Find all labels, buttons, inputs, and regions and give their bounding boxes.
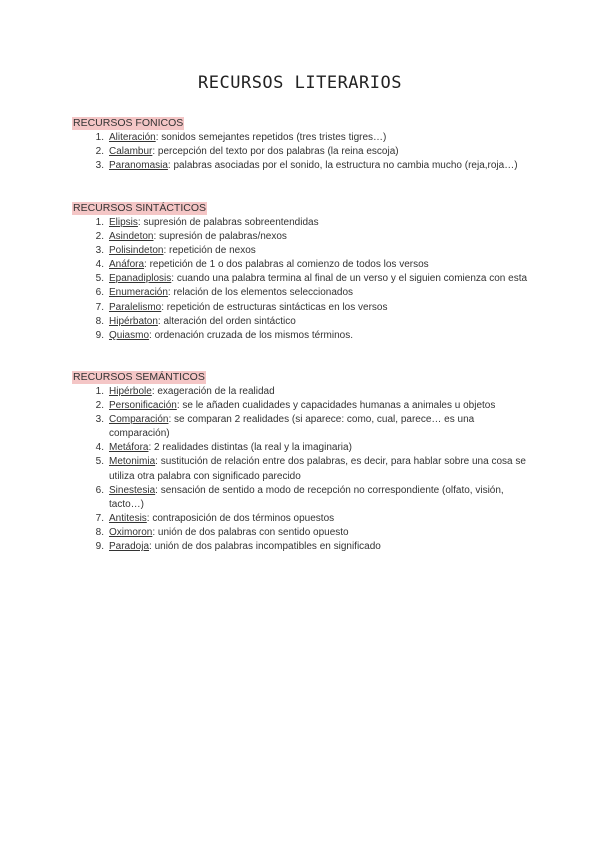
item-number: 2. bbox=[95, 231, 104, 243]
list-item bbox=[72, 399, 532, 413]
list-item bbox=[72, 315, 532, 329]
item-number: 8. bbox=[95, 315, 104, 327]
item-term: Calambur bbox=[109, 146, 153, 158]
list-item bbox=[72, 441, 532, 455]
item-number: 4. bbox=[95, 259, 104, 271]
item-term: Hipérbaton bbox=[109, 315, 158, 327]
item-term: Elipsis bbox=[109, 217, 138, 228]
item-term: Epanadiplosis bbox=[109, 273, 172, 285]
item-desc: : relación de los elementos seleccionados bbox=[167, 287, 354, 299]
item-number: 9. bbox=[95, 329, 104, 341]
item-term: Aliteración bbox=[109, 132, 156, 143]
item-number: 7. bbox=[95, 301, 104, 313]
item-desc: : se le añaden cualidades y capacidades humanas a animales u objetos bbox=[176, 400, 496, 412]
item-term: Sinestesia bbox=[109, 484, 156, 496]
list-item bbox=[72, 145, 532, 159]
list-item bbox=[72, 455, 532, 483]
item-desc: : ordenación cruzada de los mismos términos. bbox=[149, 329, 353, 341]
item-term: Asindeton bbox=[109, 231, 154, 243]
list-item bbox=[72, 540, 532, 554]
item-number: 5. bbox=[95, 273, 104, 285]
item-desc: : cuando una palabra termina al final de un verso y el siguien comienza con esta bbox=[171, 273, 528, 285]
item-number: 2. bbox=[95, 146, 104, 158]
list-item bbox=[72, 301, 532, 315]
section-heading: RECURSOS SEMÁNTICOS bbox=[73, 371, 205, 383]
item-desc: : unión de dos palabras incompatibles en significado bbox=[149, 541, 381, 553]
item-desc: : supresión de palabras sobreentendidas bbox=[137, 217, 319, 228]
item-number: 3. bbox=[95, 160, 104, 172]
item-number: 5. bbox=[95, 456, 104, 468]
item-desc: : sensación de sentido a modo de recepción no correspondiente (olfato, visión, tacto…) bbox=[109, 484, 504, 510]
item-number: 2. bbox=[95, 400, 104, 412]
item-term: Anáfora bbox=[109, 259, 145, 271]
item-desc: : 2 realidades distintas (la real y la imaginaria) bbox=[148, 442, 352, 454]
item-desc: : percepción del texto por dos palabras (la reina escoja) bbox=[152, 146, 399, 158]
section-sintacticos bbox=[72, 198, 532, 343]
item-desc: : se comparan 2 realidades (si aparece: como, cual, parece… es una comparación) bbox=[109, 414, 475, 440]
item-desc: : sustitución de relación entre dos palabras, es decir, para hablar sobre una cosa se utiliza otra palabra con significado parecido bbox=[109, 456, 526, 482]
item-term: Metonimia bbox=[109, 456, 156, 468]
item-list bbox=[72, 385, 532, 554]
item-term: Enumeración bbox=[109, 287, 168, 299]
item-desc: : repetición de estructuras sintácticas en los versos bbox=[161, 301, 388, 313]
item-term: Antitesis bbox=[109, 512, 147, 524]
section-heading: RECURSOS SINTÁCTICOS bbox=[73, 202, 207, 214]
section-heading: RECURSOS FONICOS bbox=[73, 117, 184, 129]
item-desc: : repetición de 1 o dos palabras al comienzo de todos los versos bbox=[144, 259, 429, 271]
item-list bbox=[72, 131, 532, 173]
section-fonicos bbox=[72, 113, 532, 173]
item-number: 1. bbox=[95, 217, 104, 228]
item-term: Paralelismo bbox=[109, 301, 162, 313]
list-item bbox=[72, 159, 532, 173]
item-desc: : palabras asociadas por el sonido, la estructura no cambia mucho (reja,roja…) bbox=[167, 160, 518, 172]
item-number: 1. bbox=[95, 132, 104, 143]
item-desc: : repetición de nexos bbox=[163, 245, 256, 257]
item-term: Metáfora bbox=[109, 442, 149, 454]
item-term: Quiasmo bbox=[109, 329, 150, 341]
list-item bbox=[72, 329, 532, 343]
section-semanticos bbox=[72, 367, 532, 554]
list-item bbox=[72, 512, 532, 526]
item-number: 3. bbox=[95, 245, 104, 257]
list-item bbox=[72, 286, 532, 300]
item-number: 4. bbox=[95, 442, 104, 454]
list-item bbox=[72, 216, 532, 230]
item-term: Hipérbole bbox=[109, 386, 152, 397]
item-desc: : exageración de la realidad bbox=[151, 386, 275, 397]
item-desc: : sonidos semejantes repetidos (tres tristes tigres…) bbox=[155, 132, 387, 143]
list-item bbox=[72, 413, 532, 441]
item-term: Personificación bbox=[109, 400, 177, 412]
item-number: 9. bbox=[95, 541, 104, 553]
list-item bbox=[72, 526, 532, 540]
item-number: 6. bbox=[95, 484, 104, 496]
item-desc: : alteración del orden sintáctico bbox=[157, 315, 296, 327]
list-item bbox=[72, 258, 532, 272]
list-item bbox=[72, 385, 532, 399]
item-number: 6. bbox=[95, 287, 104, 299]
item-number: 8. bbox=[95, 526, 104, 538]
item-desc: : supresión de palabras/nexos bbox=[153, 231, 287, 243]
item-term: Oximoron bbox=[109, 526, 153, 538]
item-desc: : unión de dos palabras con sentido opuesto bbox=[152, 526, 349, 538]
list-item bbox=[72, 272, 532, 286]
list-item bbox=[72, 484, 532, 512]
list-item bbox=[72, 131, 532, 145]
item-list bbox=[72, 216, 532, 343]
item-term: Paranomasia bbox=[109, 160, 168, 172]
item-desc: : contraposición de dos términos opuestos bbox=[146, 512, 335, 524]
list-item bbox=[72, 244, 532, 258]
item-term: Polisindeton bbox=[109, 245, 164, 257]
page-title: RECURSOS LITERARIOS bbox=[198, 73, 402, 93]
item-term: Comparación bbox=[109, 414, 169, 426]
item-number: 1. bbox=[95, 386, 104, 397]
item-term: Paradoja bbox=[109, 541, 150, 553]
item-number: 3. bbox=[95, 414, 104, 426]
item-number: 7. bbox=[95, 512, 104, 524]
list-item bbox=[72, 230, 532, 244]
